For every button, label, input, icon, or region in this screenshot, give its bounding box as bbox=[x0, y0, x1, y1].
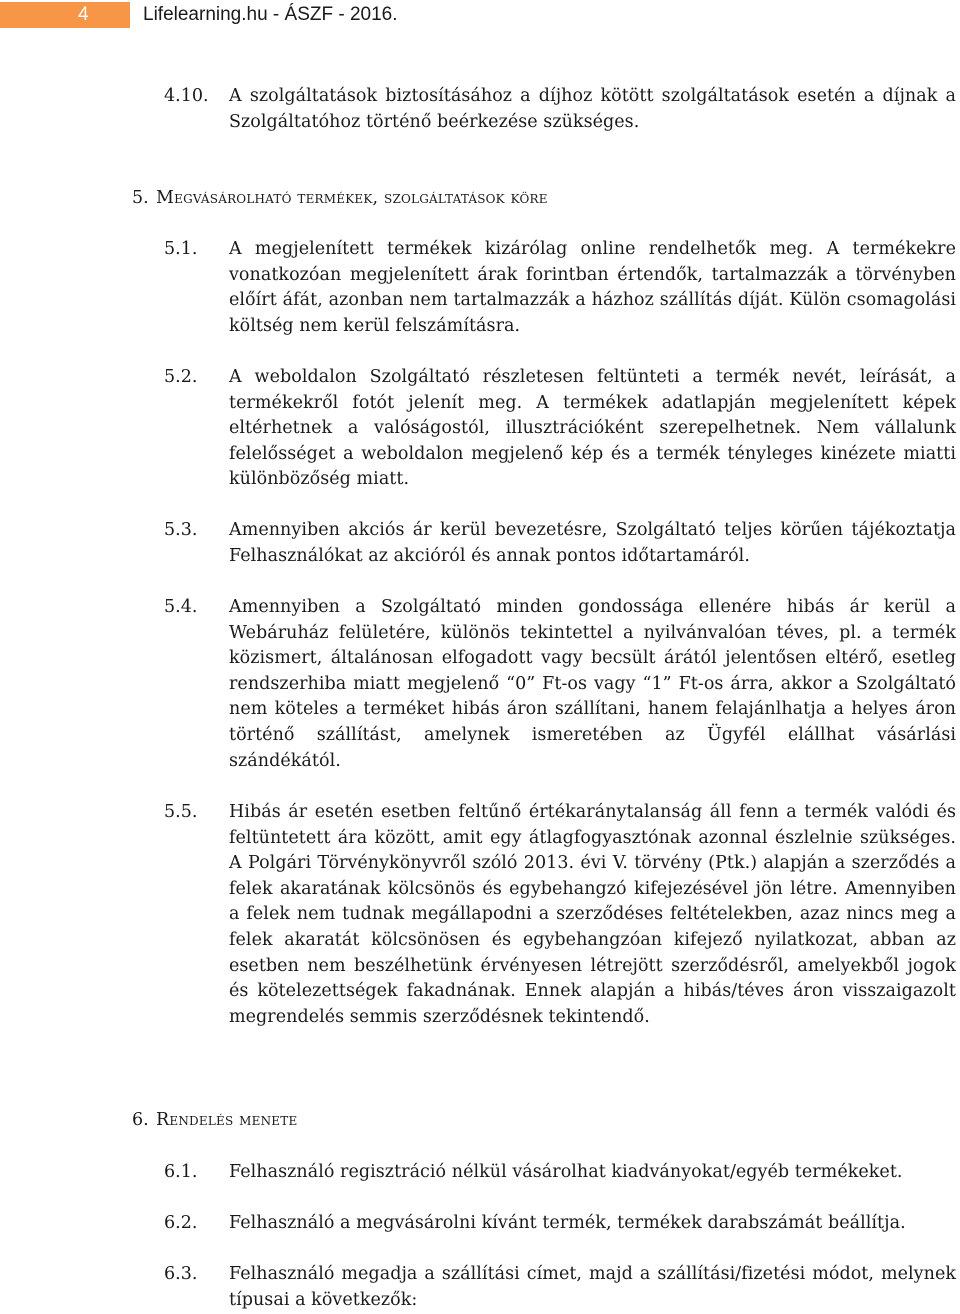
section-text: Felhasználó a megvásárolni kívánt termék, termékek darabszámát beállítja. bbox=[229, 1213, 906, 1233]
section-number: 6.2. bbox=[164, 1213, 198, 1233]
section-number: 5.1. bbox=[164, 239, 198, 259]
page-header bbox=[0, 0, 960, 32]
section-number: 6.1. bbox=[164, 1162, 198, 1182]
section-text: Hibás ár esetén esetben feltűnő értékaránytalanság áll fenn a termék valódi és feltüntetett ára között, amit egy átlagfogyasztónak azonnal észlelnie szükséges. A Polgári Törvénykönyvről szóló 2013. évi V. törvény (Ptk.) alapján a szerződés a felek akaratának kölcsönös és egybehangzó kifejezésével jön létre. Amennyiben a felek nem tudnak megállapodni a szerződéses feltételekben, azaz nincs meg a felek akaratát kölcsönösen és egybehangzóan kifejező nyilatkozat, abban az esetben nem beszélhetünk érvényesen létrejött szerződésről, amelyekből jogok és kötelezettségek fakadnának. Ennek alapján a hibás/téves áron visszaigazolt megrendelés semmis szerződésnek tekintendő. bbox=[229, 802, 956, 1027]
section-number: 6.3. bbox=[164, 1264, 198, 1284]
section-text: Amennyiben akciós ár kerül bevezetésre, Szolgáltató teljes körűen tájékoztatja Felhasználókat az akcióról és annak pontos időtartamáról. bbox=[229, 520, 956, 566]
heading-number: 5. bbox=[132, 188, 149, 208]
section-text: Amennyiben a Szolgáltató minden gondossága ellenére hibás ár kerül a Webáruház felületére, különös tekintettel a nyilvánvalóan téves, pl. a termék közismert, általánosan elfogadott vagy becsült árától jelentősen eltérő, esetleg rendszerhiba miatt megjelenő “0” Ft-os vagy “1” Ft-os árra, akkor a Szolgáltató nem köteles a terméket hibás áron szállítani, hanem felajánlhatja a helyes áron történő szállítást, amelynek ismeretében az Ügyfél elállhat vásárlási szándékától. bbox=[229, 597, 956, 771]
section-text: A szolgáltatások biztosításához a díjhoz kötött szolgáltatások esetén a díjnak a Szolgáltatóhoz történő beérkezése szükséges. bbox=[229, 86, 956, 132]
section-number: 5.4. bbox=[164, 597, 198, 617]
section-heading: Megvásárolható termékek, szolgáltatások köre bbox=[156, 188, 548, 208]
section-number: 5.2. bbox=[164, 367, 198, 387]
page-number-badge: 4 bbox=[0, 2, 130, 28]
section-number: 5.3. bbox=[164, 520, 198, 540]
header-title: Lifelearning.hu - ÁSZF - 2016. bbox=[143, 4, 398, 25]
section-text: A megjelenített termékek kizárólag online rendelhetők meg. A termékekre vonatkozóan megjelenített árak forintban értendők, tartalmazzák a törvényben előírt áfát, azonban nem tartalmazzák a házhoz szállítás díját. Külön csomagolási költség nem kerül felszámításra. bbox=[229, 239, 956, 336]
section-number: 4.10. bbox=[164, 86, 209, 106]
section-heading: Rendelés menete bbox=[156, 1110, 298, 1130]
section-number: 5.5. bbox=[164, 802, 198, 822]
heading-number: 6. bbox=[132, 1110, 149, 1130]
section-text: Felhasználó megadja a szállítási címet, majd a szállítási/fizetési módot, melynek típusai a következők: bbox=[229, 1264, 956, 1310]
section-text: A weboldalon Szolgáltató részletesen feltünteti a termék nevét, leírását, a termékekről fotót jelenít meg. A termékek adatlapján megjelenített képek eltérhetnek a valóságostól, illusztrációként szerepelhetnek. Nem vállalunk felelősséget a weboldalon megjelenő kép és a termék tényleges kinézete miatti különbözőség miatt. bbox=[229, 367, 956, 490]
section-text: Felhasználó regisztráció nélkül vásárolhat kiadványokat/egyéb termékeket. bbox=[229, 1162, 903, 1182]
